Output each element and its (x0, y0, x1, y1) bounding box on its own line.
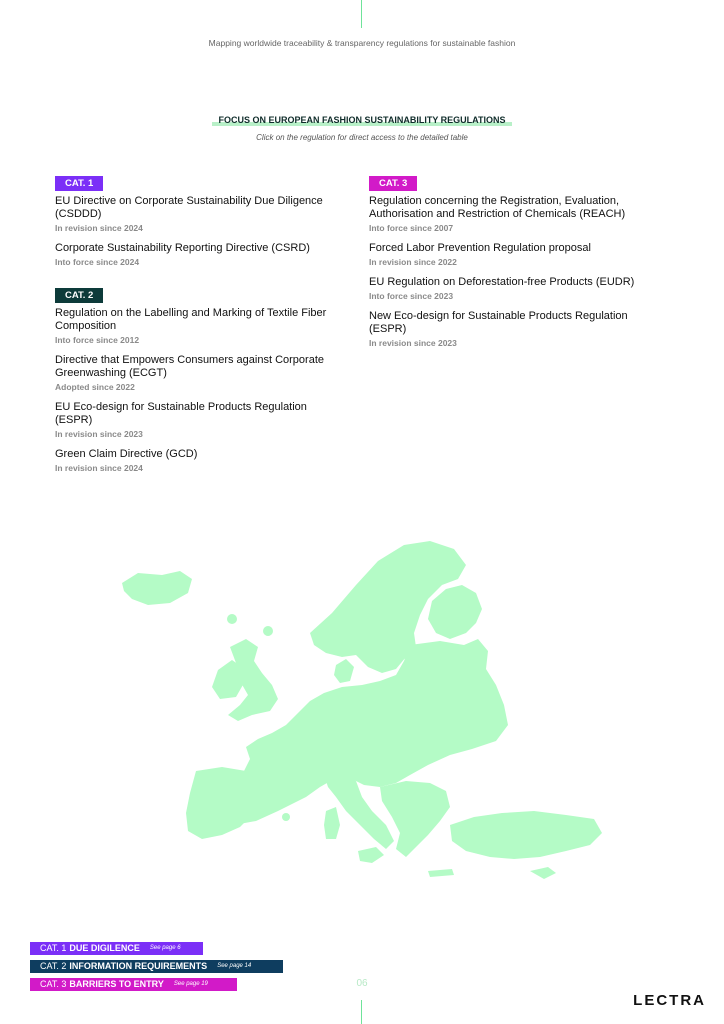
regulation-status: Into force since 2012 (55, 335, 140, 345)
regulation-gcd[interactable] (55, 448, 345, 473)
turkey-shape (450, 811, 602, 859)
left-column (55, 173, 345, 487)
regulation-name: EU Regulation on Deforestation-free Products (EUDR) (369, 276, 635, 288)
legend-see-page: See page 14 (217, 963, 252, 969)
legend-see-page: See page 19 (173, 981, 208, 987)
crete-shape (428, 869, 454, 877)
sardinia-shape (324, 807, 340, 839)
cyprus-shape (530, 867, 556, 879)
top-divider-line (361, 0, 362, 28)
europe-map (110, 535, 610, 890)
iceland-shape (122, 571, 192, 605)
regulation-name: Regulation concerning the Registration, Evaluation, Authorisation and Restriction of Chemicals (REACH) (369, 195, 626, 220)
regulation-ecgt[interactable] (55, 354, 345, 392)
regulation-name: Forced Labor Prevention Regulation proposal (369, 242, 591, 254)
regulation-textile-labelling[interactable] (55, 307, 345, 345)
focus-subtitle: Click on the regulation for direct access to the detailed table (256, 133, 468, 142)
balearic-shape (282, 813, 290, 821)
page-number: 06 (356, 978, 368, 989)
regulation-status: In revision since 2024 (55, 463, 143, 473)
shetland-shape (263, 626, 273, 636)
legend-cat1[interactable] (30, 942, 203, 955)
iberia-shape (186, 767, 264, 839)
bottom-divider-line (361, 1000, 362, 1024)
legend-cat-name: INFORMATION REQUIREMENTS (69, 961, 208, 971)
regulation-reach[interactable] (369, 195, 659, 233)
legend-cat-label: CAT. 2 (40, 961, 67, 971)
denmark-shape (334, 659, 354, 683)
cat2-badge: CAT. 2 (55, 288, 103, 303)
regulation-status: Into force since 2024 (55, 257, 140, 267)
regulation-csrd[interactable] (55, 242, 345, 267)
page-header: Mapping worldwide traceability & transparency regulations for sustainable fashion (208, 38, 516, 48)
regulation-name: Directive that Empowers Consumers against Corporate Greenwashing (ECGT) (55, 354, 325, 379)
lectra-logo: LECTRA (633, 992, 706, 1009)
regulation-name: New Eco-design for Sustainable Products Regulation (ESPR) (369, 310, 628, 335)
legend-cat-name: DUE DIGILENCE (69, 943, 140, 953)
regulation-status: In revision since 2024 (55, 223, 143, 233)
finland-shape (428, 585, 482, 639)
regulation-name: EU Directive on Corporate Sustainability Due Diligence (CSDDD) (55, 195, 323, 220)
cat3-badge: CAT. 3 (369, 176, 417, 191)
legend-cat-label: CAT. 3 (40, 979, 67, 989)
regulation-status: In revision since 2022 (369, 257, 457, 267)
cat3-group (369, 173, 659, 348)
right-column (369, 173, 659, 362)
cat1-group (55, 173, 345, 267)
balkans-shape (380, 781, 450, 857)
regulation-eudr[interactable] (369, 276, 659, 301)
regulation-forced-labor[interactable] (369, 242, 659, 267)
cat2-group (55, 285, 345, 473)
legend-cat2[interactable] (30, 960, 283, 973)
regulation-csddd[interactable] (55, 195, 345, 233)
regulation-name: Regulation on the Labelling and Marking of Textile Fiber Composition (55, 307, 327, 332)
regulation-status: In revision since 2023 (55, 429, 143, 439)
regulation-name: EU Eco-design for Sustainable Products Regulation (ESPR) (55, 401, 307, 426)
regulation-status: Into force since 2023 (369, 291, 454, 301)
cat1-badge: CAT. 1 (55, 176, 103, 191)
legend-cat-name: BARRIERS TO ENTRY (69, 979, 164, 989)
faroe-shape (227, 614, 237, 624)
regulation-status: Into force since 2007 (369, 223, 454, 233)
regulation-name: Green Claim Directive (GCD) (55, 448, 198, 460)
regulation-name: Corporate Sustainability Reporting Directive (CSRD) (55, 242, 310, 254)
regulation-espr[interactable] (55, 401, 345, 439)
legend-see-page: See page 6 (149, 945, 181, 951)
regulation-new-espr[interactable] (369, 310, 659, 348)
legend-cat-label: CAT. 1 (40, 943, 67, 953)
focus-title: FOCUS ON EUROPEAN FASHION SUSTAINABILITY REGULATIONS (212, 115, 511, 126)
sicily-shape (358, 847, 384, 863)
regulation-status: In revision since 2023 (369, 338, 457, 348)
focus-section (0, 110, 724, 142)
gotland-shape (402, 651, 410, 659)
regulation-status: Adopted since 2022 (55, 382, 135, 392)
